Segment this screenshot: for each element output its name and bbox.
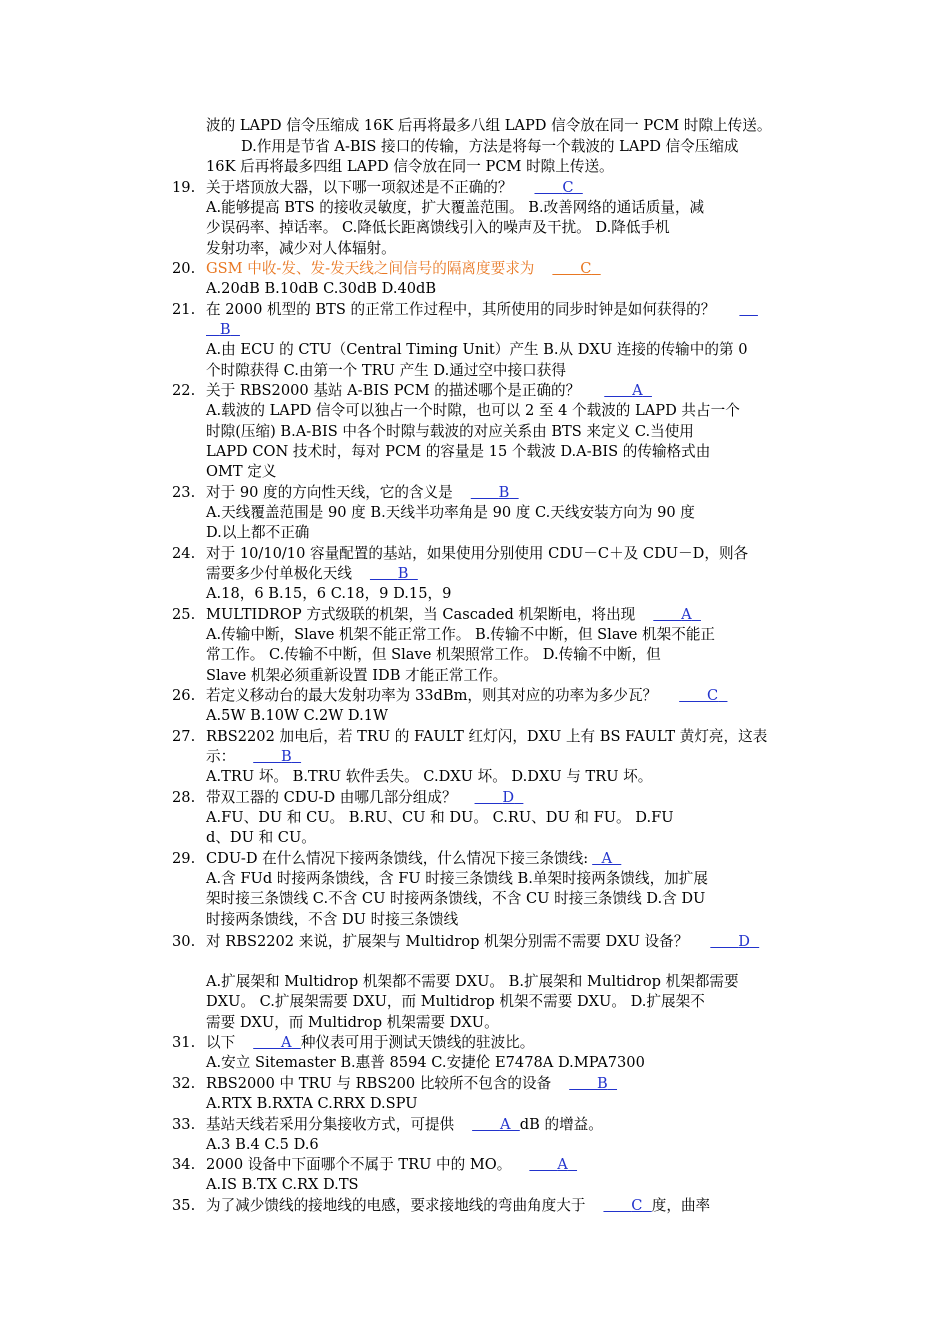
intro-line-1: 波的 LAPD 信令压缩成 16K 后再将最多八组 LAPD 信令放在同一 PCM 时隙上传送。: [206, 117, 772, 134]
option-line: A.20dB B.10dB C.30dB D.40dB: [206, 280, 437, 297]
question-number: 30.: [172, 933, 196, 950]
option-line: DXU。 C.扩展架需要 DXU，而 Multidrop 机架不需要 DXU。 D.扩展架不: [206, 993, 705, 1010]
question-text: 在 2000 机型的 BTS 的正常工作过程中，其所使用的同步时钟是如何获得的？: [206, 300, 758, 320]
question-number: 27.: [172, 728, 196, 745]
option-line: A.传输中断，Slave 机架不能正常工作。 B.传输不中断，但 Slave 机架不能正: [206, 626, 716, 643]
question-number: 35.: [172, 1197, 196, 1214]
answer-blank: A: [681, 606, 692, 623]
option-line: A.3 B.4 C.5 D.6: [206, 1136, 319, 1153]
option-line: 时隙(压缩) B.A-BIS 中各个时隙与载波的对应关系由 BTS 来定义 C.当使用: [206, 423, 694, 440]
option-line: A.天线覆盖范围是 90 度 B.天线半功率角是 90 度 C.天线安装方向为 90 度: [206, 504, 695, 521]
option-line: A.18，6 B.15，6 C.18，9 D.15，9: [206, 585, 452, 602]
answer-blank: B: [498, 484, 510, 501]
answer-blank: C: [631, 1197, 643, 1214]
option-line: A.能够提高 BTS 的接收灵敏度，扩大覆盖范围。 B.改善网络的通话质量，减: [206, 199, 705, 216]
question-number: 32.: [172, 1075, 196, 1092]
option-line: 少误码率、掉话率。 C.降低长距离馈线引入的噪声及干扰。 D.降低手机: [206, 219, 670, 236]
question-text: MULTIDROP 方式级联的机架，当 Cascaded 机架断电，将出现 A: [206, 605, 701, 625]
option-line: A.FU、DU 和 CU。 B.RU、CU 和 DU。 C.RU、DU 和 FU。 D.FU: [206, 809, 674, 826]
option-line: A.IS B.TX C.RX D.TS: [206, 1176, 359, 1193]
answer-blank: D: [502, 789, 515, 806]
question-text: 为了减少馈线的接地线的电感，要求接地线的弯曲角度大于 C 度，曲率: [206, 1197, 711, 1214]
question-number: 23.: [172, 484, 196, 501]
question-number: 31.: [172, 1034, 196, 1051]
option-line: A.TRU 坏。 B.TRU 软件丢失。 C.DXU 坏。 D.DXU 与 TRU 坏。: [206, 768, 653, 785]
question-text: 基站天线若采用分集接收方式，可提供 A dB 的增益。: [206, 1116, 603, 1133]
answer-blank: A: [499, 1116, 511, 1133]
question-text: GSM 中收-发、发-发天线之间信号的隔离度要求为 C: [206, 259, 601, 279]
option-line: 发射功率，减少对人体辐射。: [206, 240, 396, 257]
answer-blank: C: [562, 179, 574, 196]
answer-blank: A: [557, 1156, 568, 1173]
answer-blank: A: [632, 382, 643, 399]
question-number: 21.: [172, 301, 196, 318]
question-number: 25.: [172, 606, 196, 623]
option-line: 个时隙获得 C.由第一个 TRU 产生 D.通过空中接口获得: [206, 362, 566, 379]
answer-blank: A: [281, 1034, 292, 1051]
question-number: 33.: [172, 1116, 196, 1133]
option-line: OMT 定义: [206, 463, 277, 480]
option-line: A.安立 Sitemaster B.惠普 8594 C.安捷伦 E7478A D.MPA7300: [206, 1054, 645, 1071]
option-line: D.以上都不正确: [206, 524, 310, 541]
question-text: 关于塔顶放大器，以下哪一项叙述是不正确的？ C: [206, 178, 583, 198]
question-number: 29.: [172, 850, 196, 867]
answer-continuation: B: [219, 321, 231, 338]
option-line: 架时接三条馈线 C.不含 CU 时接两条馈线，不含 CU 时接三条馈线 D.含 DU: [206, 890, 706, 907]
option-line: A.扩展架和 Multidrop 机架都不需要 DXU。 B.扩展架和 Multidrop 机架都需要: [206, 973, 739, 990]
question-number: 19.: [172, 179, 196, 196]
question-text-2: 需要多少付单极化天线 B: [206, 564, 418, 584]
option-line: A.5W B.10W C.2W D.1W: [206, 707, 388, 724]
question-text: 关于 RBS2000 基站 A-BIS PCM 的描述哪个是正确的？ A: [206, 381, 652, 401]
question-number: 24.: [172, 545, 196, 562]
question-number: 22.: [172, 382, 196, 399]
answer-blank: B: [397, 565, 409, 582]
answer-blank: A: [601, 850, 612, 867]
question-text: 若定义移动台的最大发射功率为 33dBm，则其对应的功率为多少瓦？ C: [206, 686, 727, 706]
question-number: 20.: [172, 260, 196, 277]
question-number: 26.: [172, 687, 196, 704]
option-line: 时接两条馈线，不含 DU 时接三条馈线: [206, 911, 459, 928]
option-line: Slave 机架必须重新设置 IDB 才能正常工作。: [206, 667, 508, 684]
question-number: 28.: [172, 789, 196, 806]
question-text: 带双工器的 CDU-D 由哪几部分组成？ D: [206, 788, 523, 808]
option-line: LAPD CON 技术时，每对 PCM 的容量是 15 个载波 D.A-BIS 的传输格式由: [206, 443, 711, 460]
question-text: 以下 A 种仪表可用于测试天馈线的驻波比。: [206, 1034, 535, 1051]
option-line: A.含 FUd 时接两条馈线，含 FU 时接三条馈线 B.单架时接两条馈线，加扩展: [206, 870, 708, 887]
question-text: CDU-D 在什么情况下接两条馈线，什么情况下接三条馈线: A: [206, 849, 621, 869]
question-number: 34.: [172, 1156, 196, 1173]
intro-line-2: D.作用是节省 A-BIS 接口的传输，方法是将每一个载波的 LAPD 信令压缩成: [241, 138, 739, 155]
option-line: d、DU 和 CU。: [206, 829, 316, 846]
option-line: A.载波的 LAPD 信令可以独占一个时隙，也可以 2 至 4 个载波的 LAPD 共占一个: [206, 402, 740, 419]
answer-blank: C: [580, 260, 592, 277]
option-line: 需要 DXU，而 Multidrop 机架需要 DXU。: [206, 1014, 499, 1031]
option-line: A.由 ECU 的 CTU（Central Timing Unit）产生 B.从 DXU 连接的传输中的第 0: [206, 341, 748, 358]
question-text: 对 RBS2202 来说，扩展架与 Multidrop 机架分别需不需要 DXU 设备？ D: [206, 932, 759, 952]
answer-blank: C: [707, 687, 719, 704]
option-line: 常工作。 C.传输不中断，但 Slave 机架照常工作。 D.传输不中断，但: [206, 646, 661, 663]
answer-blank: B: [281, 748, 292, 765]
question-text: 对于 10/10/10 容量配置的基站，如果使用分别使用 CDU－C＋及 CDU－D，则各: [206, 545, 749, 562]
intro-line-3: 16K 后再将最多四组 LAPD 信令放在同一 PCM 时隙上传送。: [206, 158, 614, 175]
answer-blank: D: [738, 933, 750, 950]
answer-blank: [739, 301, 758, 318]
question-text-2: 示： B: [206, 747, 301, 767]
question-text: RBS2202 加电后，若 TRU 的 FAULT 红灯闪，DXU 上有 BS FAULT 黄灯亮，这表: [206, 728, 768, 745]
question-text: 对于 90 度的方向性天线，它的含义是 B: [206, 483, 519, 503]
answer-blank: B: [597, 1075, 608, 1092]
option-line: A.RTX B.RXTA C.RRX D.SPU: [206, 1095, 418, 1112]
question-text: 2000 设备中下面哪个不属于 TRU 中的 MO。 A: [206, 1155, 577, 1175]
question-text: RBS2000 中 TRU 与 RBS200 比较所不包含的设备 B: [206, 1074, 617, 1094]
